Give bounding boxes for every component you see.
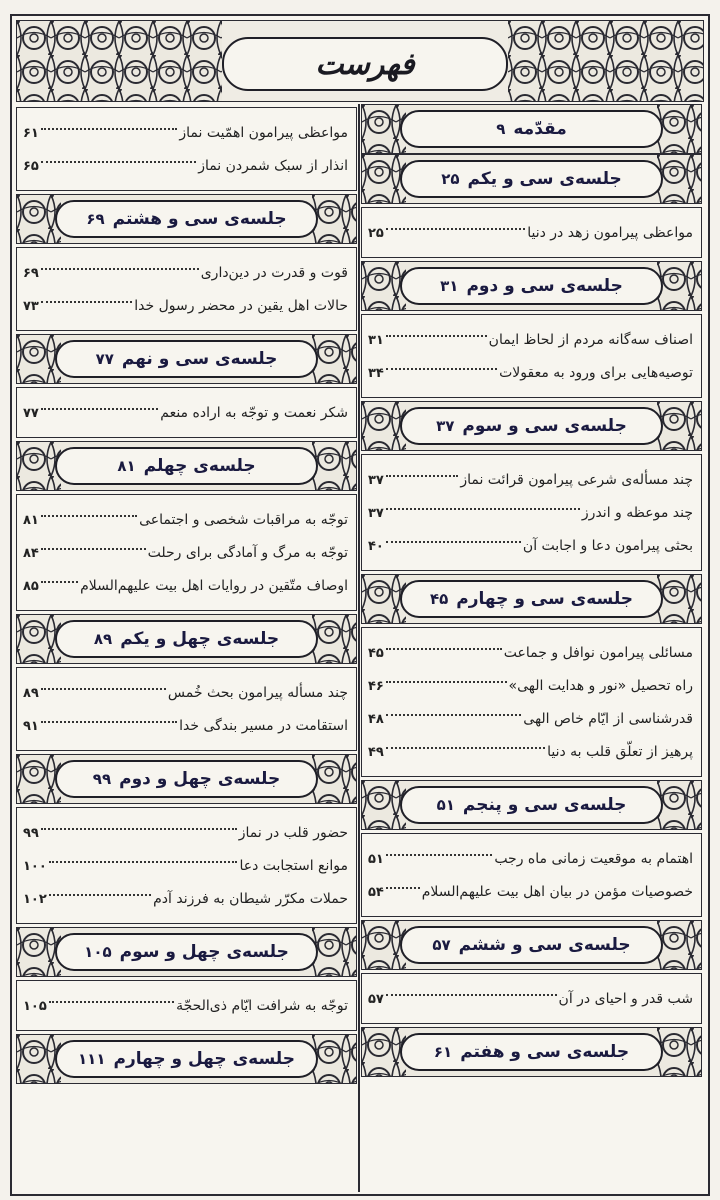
- dot-leader: [41, 688, 166, 690]
- ornament-right-icon: [657, 105, 701, 153]
- entries-box: [361, 973, 702, 1024]
- ornament-right-icon: [312, 1035, 356, 1083]
- session-label: جلسه‌ی سی و چهارم: [456, 589, 634, 609]
- dot-leader: [41, 721, 177, 723]
- toc-entry[interactable]: [368, 983, 693, 1016]
- entry-text: مسائلی پیرامون نوافل و جماعت: [503, 645, 693, 661]
- session-page-number: ۱۱۱: [78, 1050, 106, 1068]
- toc-entry[interactable]: [23, 817, 348, 850]
- entry-page-number: ۱۰۰: [23, 859, 47, 874]
- toc-entry[interactable]: [23, 850, 348, 883]
- session-header: [16, 927, 357, 977]
- session-title[interactable]: [400, 407, 663, 445]
- entry-page-number: ۱۰۲: [23, 892, 47, 907]
- dot-leader: [41, 268, 199, 270]
- session-page-number: ۶۹: [86, 210, 105, 228]
- dot-leader: [386, 508, 580, 510]
- entry-text: استقامت در مسیر بندگی خدا: [179, 718, 348, 734]
- session-header: [361, 401, 702, 451]
- dot-leader: [41, 301, 132, 303]
- dot-leader: [386, 994, 557, 996]
- entry-page-number: ۵۴: [368, 885, 384, 900]
- session-label: جلسه‌ی سی و پنجم: [462, 795, 627, 815]
- ornament-right-icon: [657, 921, 701, 969]
- toc-entry[interactable]: [368, 736, 693, 769]
- entry-page-number: ۸۹: [23, 686, 39, 701]
- session-page-number: ۳۱: [440, 277, 459, 295]
- session-label: مقدّمه: [513, 119, 567, 139]
- session-title[interactable]: [400, 580, 663, 618]
- toc-entry[interactable]: [23, 710, 348, 743]
- session-title[interactable]: [55, 933, 318, 971]
- dot-leader: [49, 1001, 174, 1003]
- entry-page-number: ۹۹: [23, 826, 39, 841]
- entry-page-number: ۵۷: [368, 992, 384, 1007]
- session-header: [361, 104, 702, 154]
- dot-leader: [386, 681, 507, 683]
- entry-page-number: ۳۱: [368, 333, 384, 348]
- session-header: [361, 1027, 702, 1077]
- entry-text: اوصاف متّقین در روایات اهل بیت علیهم‌السلام: [80, 578, 348, 594]
- entry-text: بحثی پیرامون دعا و اجابت آن: [522, 538, 693, 554]
- entry-page-number: ۳۴: [368, 366, 384, 381]
- entry-text: اصناف سه‌گانه مردم از لحاظ ایمان: [488, 332, 693, 348]
- toc-entry[interactable]: [368, 670, 693, 703]
- toc-entry[interactable]: [368, 843, 693, 876]
- entry-text: حضور قلب در نماز: [238, 825, 348, 841]
- dot-leader: [386, 368, 497, 370]
- entry-text: پرهیز از تعلّق قلب به دنیا: [547, 744, 693, 760]
- toc-entry[interactable]: [368, 876, 693, 909]
- session-page-number: ۸۱: [117, 457, 136, 475]
- toc-entry[interactable]: [23, 883, 348, 916]
- toc-entry[interactable]: [23, 504, 348, 537]
- entry-page-number: ۱۰۵: [23, 999, 47, 1014]
- session-label: جلسه‌ی چهل و دوم: [119, 769, 281, 789]
- ornament-right-icon: [312, 335, 356, 383]
- session-page-number: ۱۰۵: [84, 943, 112, 961]
- entry-text: مواعظی پیرامون زهد در دنیا: [527, 225, 693, 241]
- dot-leader: [41, 408, 158, 410]
- session-label: جلسه‌ی سی و یکم: [467, 169, 622, 189]
- session-label: جلسه‌ی چهل و یکم: [120, 629, 280, 649]
- dot-leader: [41, 548, 146, 550]
- session-header: [16, 334, 357, 384]
- dot-leader: [41, 161, 196, 163]
- entry-text: انذار از سبک شمردن نماز: [198, 158, 348, 174]
- entry-text: خصوصیات مؤمن در بیان اهل بیت علیهم‌السلام: [421, 884, 693, 900]
- entries-box: [16, 980, 357, 1031]
- dot-leader: [386, 648, 502, 650]
- entry-text: شب قدر و احیای در آن: [558, 991, 693, 1007]
- session-header: [16, 194, 357, 244]
- page-title: فهرست: [222, 37, 508, 91]
- entries-box: [16, 494, 357, 611]
- entry-text: شکر نعمت و توجّه به اراده منعم: [160, 405, 348, 421]
- entry-page-number: ۶۱: [23, 126, 39, 141]
- session-page-number: ۶۱: [433, 1043, 453, 1061]
- index-page: [10, 14, 710, 1196]
- toc-entry[interactable]: [23, 570, 348, 603]
- entry-text: چند موعظه و اندرز: [581, 505, 693, 521]
- dot-leader: [41, 828, 237, 830]
- ornament-left-icon: [17, 21, 222, 101]
- ornament-right-icon: [657, 262, 701, 310]
- session-label: جلسه‌ی سی و هفتم: [460, 1042, 630, 1062]
- column-divider: [358, 104, 360, 1192]
- entry-page-number: ۲۵: [368, 226, 384, 241]
- dot-leader: [41, 581, 78, 583]
- entry-page-number: ۴۵: [368, 646, 384, 661]
- session-page-number: ۷۷: [95, 350, 114, 368]
- session-header: [16, 754, 357, 804]
- dot-leader: [41, 128, 178, 130]
- entry-text: حملات مکرّر شیطان به فرزند آدم: [153, 891, 348, 907]
- session-header: [16, 441, 357, 491]
- entry-page-number: ۶۵: [23, 159, 39, 174]
- entry-page-number: ۴۸: [368, 712, 384, 727]
- toc-entry[interactable]: [23, 677, 348, 710]
- entries-box: [361, 627, 702, 777]
- entry-text: اهتمام به موقعیت زمانی ماه رجب: [494, 851, 693, 867]
- dot-leader: [386, 747, 545, 749]
- toc-entry[interactable]: [368, 464, 693, 497]
- entry-text: موانع استجابت دعا: [239, 858, 348, 874]
- entry-text: چند مسأله‌ی شرعی پیرامون قرائت نماز: [460, 472, 693, 488]
- entry-page-number: ۸۱: [23, 513, 39, 528]
- entry-text: حالات اهل یقین در محضر رسول خدا: [134, 298, 348, 314]
- toc-entry[interactable]: [368, 497, 693, 530]
- toc-entry[interactable]: [23, 117, 348, 150]
- session-label: جلسه‌ی سی و نهم: [121, 349, 278, 369]
- left-column: [16, 104, 357, 1192]
- session-label: جلسه‌ی چهل و سوم: [119, 942, 289, 962]
- session-label: جلسه‌ی سی و ششم: [458, 935, 631, 955]
- entry-page-number: ۷۳: [23, 299, 39, 314]
- session-page-number: ۴۵: [429, 590, 449, 608]
- entry-text: توصیه‌هایی برای ورود به معقولات: [499, 365, 693, 381]
- dot-leader: [386, 714, 521, 716]
- entry-text: توجّه به شرافت ایّام ذی‌الحجّة: [176, 998, 348, 1014]
- entries-box: [16, 807, 357, 924]
- toc-entry[interactable]: [368, 703, 693, 736]
- entry-text: راه تحصیل «نور و هدایت الهی»: [508, 678, 693, 694]
- session-title[interactable]: [55, 760, 318, 798]
- session-label: جلسه‌ی سی و دوم: [466, 276, 623, 296]
- toc-entry[interactable]: [23, 397, 348, 430]
- ornament-right-icon: [657, 781, 701, 829]
- session-page-number: ۸۹: [93, 630, 113, 648]
- session-title[interactable]: [400, 786, 663, 824]
- entry-page-number: ۳۷: [368, 506, 384, 521]
- entry-page-number: ۷۷: [23, 406, 39, 421]
- entry-text: قدرشناسی از ایّام خاص الهی: [523, 711, 693, 727]
- ornament-right-icon: [312, 442, 356, 490]
- session-header: [361, 780, 702, 830]
- session-title[interactable]: [400, 110, 663, 148]
- session-label: جلسه‌ی سی و سوم: [462, 416, 627, 436]
- session-label: جلسه‌ی چهلم: [143, 456, 256, 476]
- entries-box: [361, 454, 702, 571]
- entry-page-number: ۴۹: [368, 745, 384, 760]
- dot-leader: [41, 515, 137, 517]
- entry-page-number: ۵۱: [368, 852, 384, 867]
- entries-box: [16, 667, 357, 751]
- entries-box: [361, 833, 702, 917]
- session-title[interactable]: [400, 267, 663, 305]
- ornament-right-icon: [312, 928, 356, 976]
- session-header: [16, 1034, 357, 1084]
- session-page-number: ۵۷: [432, 936, 451, 954]
- title-banner: [16, 20, 704, 102]
- ornament-right-icon: [312, 195, 356, 243]
- session-header: [16, 614, 357, 664]
- entry-text: قوت و قدرت در دین‌داری: [200, 265, 348, 281]
- dot-leader: [386, 475, 458, 477]
- toc-entry[interactable]: [368, 357, 693, 390]
- entry-page-number: ۹۱: [23, 719, 39, 734]
- session-title[interactable]: [400, 160, 663, 198]
- toc-entry[interactable]: [23, 257, 348, 290]
- ornament-right-icon: [657, 155, 701, 203]
- toc-entry[interactable]: [368, 637, 693, 670]
- session-label: جلسه‌ی سی و هشتم: [112, 209, 287, 229]
- session-header: [361, 920, 702, 970]
- entry-page-number: ۳۷: [368, 473, 384, 488]
- entry-page-number: ۴۶: [368, 679, 384, 694]
- ornament-right-icon: [657, 1028, 701, 1076]
- session-page-number: ۹: [496, 120, 506, 138]
- session-title[interactable]: [55, 1040, 318, 1078]
- session-title[interactable]: [55, 447, 318, 485]
- toc-entry[interactable]: [23, 290, 348, 323]
- dot-leader: [386, 887, 420, 889]
- entry-page-number: ۶۹: [23, 266, 39, 281]
- session-title[interactable]: [400, 1033, 663, 1071]
- session-header: [361, 261, 702, 311]
- dot-leader: [386, 228, 525, 230]
- ornament-right-icon: [508, 21, 703, 101]
- entries-box: [16, 247, 357, 331]
- toc-entry[interactable]: [23, 990, 348, 1023]
- session-title[interactable]: [55, 200, 318, 238]
- entry-text: چند مسأله پیرامون بحث خُمس: [167, 685, 348, 701]
- dot-leader: [49, 894, 151, 896]
- entries-box: [16, 387, 357, 438]
- ornament-right-icon: [657, 575, 701, 623]
- session-title[interactable]: [55, 340, 318, 378]
- dot-leader: [386, 854, 492, 856]
- entries-box: [16, 107, 357, 191]
- entries-box: [361, 207, 702, 258]
- right-column: [361, 104, 702, 1192]
- session-label: جلسه‌ی چهل و چهارم: [113, 1049, 295, 1069]
- toc-entry[interactable]: [368, 530, 693, 563]
- session-page-number: ۹۹: [92, 770, 112, 788]
- ornament-right-icon: [312, 755, 356, 803]
- ornament-right-icon: [657, 402, 701, 450]
- toc-entry[interactable]: [368, 217, 693, 250]
- entries-box: [361, 314, 702, 398]
- session-header: [361, 154, 702, 204]
- session-page-number: ۲۵: [441, 170, 460, 188]
- entry-text: مواعظی پیرامون اهمّیت نماز: [179, 125, 348, 141]
- entry-page-number: ۸۴: [23, 546, 39, 561]
- ornament-right-icon: [312, 615, 356, 663]
- dot-leader: [386, 335, 487, 337]
- toc-entry[interactable]: [23, 537, 348, 570]
- entry-page-number: ۸۵: [23, 579, 39, 594]
- session-title[interactable]: [55, 620, 318, 658]
- dot-leader: [49, 861, 238, 863]
- entry-page-number: ۴۰: [368, 539, 384, 554]
- toc-entry[interactable]: [23, 150, 348, 183]
- session-header: [361, 574, 702, 624]
- entry-text: توجّه به مرگ و آمادگی برای رحلت: [147, 545, 348, 561]
- toc-entry[interactable]: [368, 324, 693, 357]
- session-title[interactable]: [400, 926, 663, 964]
- session-page-number: ۳۷: [436, 417, 455, 435]
- entry-text: توجّه به مراقبات شخصی و اجتماعی: [139, 512, 348, 528]
- session-page-number: ۵۱: [436, 796, 455, 814]
- dot-leader: [386, 541, 521, 543]
